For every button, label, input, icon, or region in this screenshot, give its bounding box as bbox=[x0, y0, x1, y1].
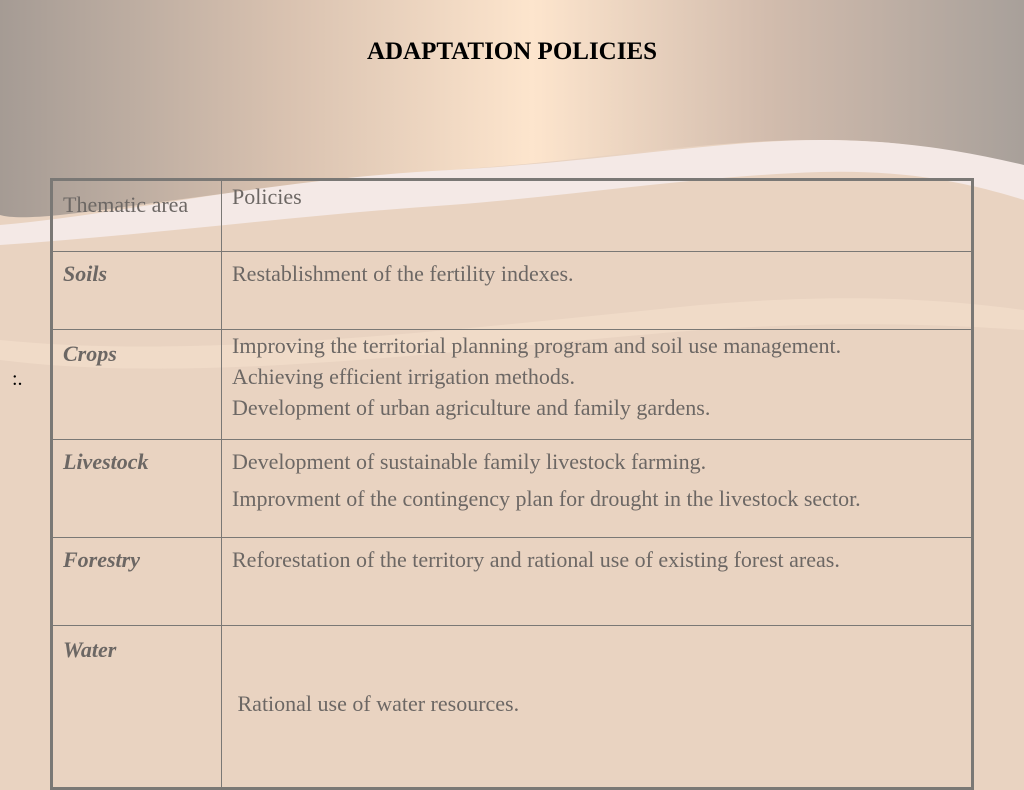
side-mark: :. bbox=[12, 368, 23, 390]
policies-water bbox=[222, 626, 973, 789]
slide-title: ADAPTATION POLICIES bbox=[366, 38, 658, 65]
area-soils: Soils bbox=[52, 252, 222, 330]
policies-soils bbox=[222, 252, 973, 330]
policies-table bbox=[50, 178, 974, 790]
table-header-row bbox=[52, 180, 973, 252]
policy-line: Rational use of water resources. bbox=[232, 691, 520, 716]
policy-line: Restablishment of the fertility indexes. bbox=[232, 261, 574, 286]
table-row bbox=[52, 440, 973, 538]
area-forestry: Forestry bbox=[52, 538, 222, 626]
policies-forestry bbox=[222, 538, 973, 626]
area-livestock: Livestock bbox=[52, 440, 222, 538]
policy-line: Achieving efficient irrigation methods. bbox=[232, 364, 575, 389]
table-row bbox=[52, 252, 973, 330]
policy-line: Improving the territorial planning program and soil use management. bbox=[232, 333, 842, 358]
area-crops: Crops bbox=[52, 330, 222, 440]
area-water: Water bbox=[52, 626, 222, 789]
table-row bbox=[52, 626, 973, 789]
policy-line: Reforestation of the territory and rational use of existing forest areas. bbox=[232, 547, 840, 572]
policy-line: Improvment of the contingency plan for drought in the livestock sector. bbox=[232, 486, 861, 511]
policies-crops bbox=[222, 330, 973, 440]
policy-line: Development of sustainable family livestock farming. bbox=[232, 449, 707, 474]
policy-line: Development of urban agriculture and family gardens. bbox=[232, 395, 711, 420]
header-policies: Policies bbox=[222, 180, 973, 252]
policies-livestock bbox=[222, 440, 973, 538]
table-row bbox=[52, 538, 973, 626]
table-row bbox=[52, 330, 973, 440]
header-thematic-area: Thematic area bbox=[52, 180, 222, 252]
